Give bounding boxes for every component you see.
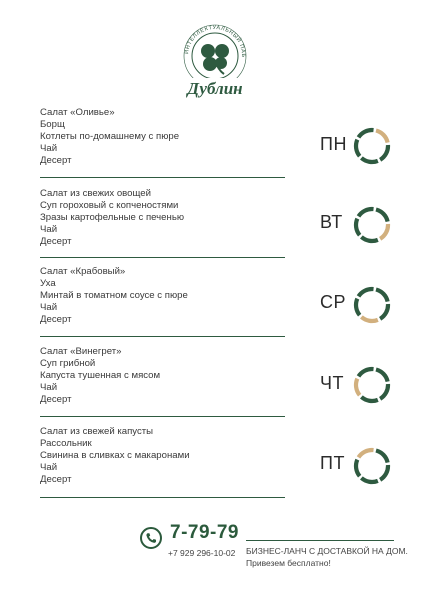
ring-segment <box>359 130 374 137</box>
ring-segment <box>376 451 388 463</box>
menu-item: Борщ <box>40 119 65 130</box>
day-label: СР <box>320 292 347 312</box>
menu-item: Салат из свежей капусты <box>40 426 154 437</box>
shamrock-icon <box>201 44 229 74</box>
day-label: ЧТ <box>320 373 344 393</box>
ring-segment <box>356 219 360 236</box>
ring-segment-highlight <box>359 450 374 457</box>
ring-segment-highlight <box>361 317 377 321</box>
weekday-ring-icon <box>352 205 392 245</box>
promo-line-2: Привезем бесплатно! <box>246 558 331 568</box>
menu-item: Чай <box>40 462 58 473</box>
promo-line-1: БИЗНЕС-ЛАНЧ С ДОСТАВКОЙ НА ДОМ. <box>246 546 408 556</box>
menu-item: Капуста тушенная с мясом <box>40 370 161 381</box>
ring-segment <box>361 397 377 401</box>
menu-item: Уха <box>40 278 56 289</box>
day-label: ВТ <box>320 212 343 232</box>
ring-segment <box>359 369 374 376</box>
section-divider <box>40 257 285 258</box>
day-label: ПН <box>320 134 347 154</box>
menu-item: Чай <box>40 302 58 313</box>
ring-segment <box>376 370 388 382</box>
menu-item: Десерт <box>40 474 72 485</box>
menu-item: Суп гороховый с копченостями <box>40 200 179 211</box>
menu-item: Салат «Оливье» <box>40 107 115 118</box>
ring-segment-highlight <box>380 224 388 239</box>
footer-divider <box>246 540 394 541</box>
menu-item: Десерт <box>40 236 72 247</box>
section-divider <box>40 177 285 178</box>
ring-segment <box>359 209 374 216</box>
menu-item: Чай <box>40 143 58 154</box>
dublin-logo <box>178 18 252 102</box>
section-divider <box>40 416 285 417</box>
weekday-ring-icon <box>352 126 392 166</box>
ring-segment-highlight <box>376 131 388 143</box>
ring-segment <box>359 289 374 296</box>
menu-item: Салат «Крабовый» <box>40 266 126 277</box>
ring-segment <box>356 299 360 316</box>
ring-segment <box>380 465 388 480</box>
phone-icon <box>140 527 162 549</box>
day-label: ПТ <box>320 453 345 473</box>
ring-segment <box>361 237 377 241</box>
menu-item: Суп грибной <box>40 358 96 369</box>
ring-segment <box>356 140 360 157</box>
menu-item: Десерт <box>40 155 72 166</box>
ring-segment <box>361 478 377 482</box>
menu-item: Минтай в томатном соусе с пюре <box>40 290 188 301</box>
ring-segment <box>361 158 377 162</box>
weekday-ring-icon <box>352 285 392 325</box>
menu-item: Котлеты по-домашнему с пюре <box>40 131 180 142</box>
phone-number-short[interactable]: 7-79-79 <box>170 522 239 543</box>
phone-number-full[interactable]: +7 929 296-10-02 <box>168 548 236 558</box>
ring-segment <box>380 304 388 319</box>
menu-item: Салат «Винегрет» <box>40 346 122 357</box>
ring-segment-highlight <box>356 379 360 396</box>
menu-item: Десерт <box>40 394 72 405</box>
menu-item: Чай <box>40 382 58 393</box>
menu-item: Свинина в сливках с макаронами <box>40 450 190 461</box>
menu-item: Десерт <box>40 314 72 325</box>
menu-item: Чай <box>40 224 58 235</box>
menu-item: Рассольник <box>40 438 92 449</box>
section-divider <box>40 336 285 337</box>
section-divider <box>40 497 285 498</box>
ring-segment <box>376 210 388 222</box>
logo-arc-text: ИНТЕЛЛЕКТУАЛЬНЫЙ ПАБ <box>184 24 247 58</box>
svg-text:ИНТЕЛЛЕКТУАЛЬНЫЙ ПАБ <box>184 25 246 58</box>
menu-item: Салат из свежих овощей <box>40 188 151 199</box>
ring-segment <box>356 460 360 477</box>
ring-segment <box>380 145 388 160</box>
weekday-ring-icon <box>352 365 392 405</box>
weekday-ring-icon <box>352 446 392 486</box>
ring-segment <box>380 384 388 399</box>
logo-brand-name: Дублин <box>187 79 243 98</box>
ring-segment <box>376 290 388 302</box>
menu-item: Зразы картофельные с печенью <box>40 212 185 223</box>
